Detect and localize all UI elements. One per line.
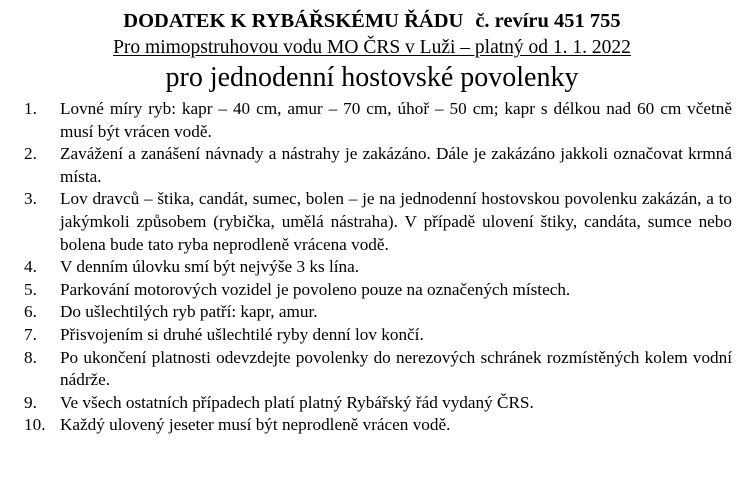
rule-number: 1. [24,99,37,118]
rule-number: 5. [24,279,37,299]
rule-text: Po ukončení platnosti odevzdejte povolenky do nerezových schránek rozmístěných kolem vodní nádrže. [60,347,732,390]
rule-number: 4. [24,257,37,277]
rule-text: Přisvojením si druhé ušlechtilé ryby denní lov končí. [60,324,424,344]
rule-number: 10. [24,415,46,435]
rule-item-8 [24,347,732,392]
rule-item-6 [24,301,732,324]
rules-list [24,98,732,437]
document-title [0,8,744,34]
rule-item-7 [24,324,732,347]
document-subtitle: Pro mimopstruhovou vodu MO ČRS v Luži – platný od 1. 1. 2022 [113,37,631,58]
rule-text: Do ušlechtilých ryb patří: kapr, amur. [60,302,318,322]
rule-number: 6. [24,302,37,322]
rule-item-4 [24,256,732,279]
rule-item-1 [24,98,732,143]
rule-text: Lovné míry ryb: kapr – 40 cm, amur – 70 cm, úhoř – 50 cm; kapr s délkou nad 60 cm včetně musí být vrácen vodě. [60,99,732,141]
document-heading: pro jednodenní hostovské povolenky [165,62,579,93]
rule-number: 3. [24,189,37,209]
rule-text: Parkování motorových vozidel je povoleno pouze na označených místech. [60,279,571,299]
rule-text: Zavážení a zanášení návnady a nástrahy je zakázáno. Dále je zakázáno jakkoli označovat krmná místa. [60,144,732,186]
rule-number: 7. [24,324,37,344]
rule-number: 2. [24,144,37,164]
rule-number: 8. [24,347,37,367]
rule-item-3 [24,188,732,256]
rule-text: Každý ulovený jeseter musí být neprodleně vrácen vodě. [60,415,451,435]
title-main: DODATEK K RYBÁŘSKÉMU ŘÁDU [123,10,464,32]
title-district-number: č. revíru 451 755 [475,10,621,32]
rule-item-2 [24,143,732,188]
rule-item-10 [24,414,732,437]
rule-text: Lov dravců – štika, candát, sumec, bolen – je na jednodenní hostovskou povolenku zakázán, a to jakýmkoli způsobem (rybička, umělá nástraha). V případě ulovení štiky, candáta, sumce nebo bolena bude tato ryba neprodleně vrácena vodě. [60,189,732,254]
rule-number: 9. [24,392,37,412]
rule-text: V denním úlovku smí být nejvýše 3 ks lína. [60,257,360,277]
rule-item-9 [24,392,732,415]
rule-text: Ve všech ostatních případech platí platný Rybářský řád vydaný ČRS. [60,392,534,412]
rule-item-5 [24,279,732,302]
